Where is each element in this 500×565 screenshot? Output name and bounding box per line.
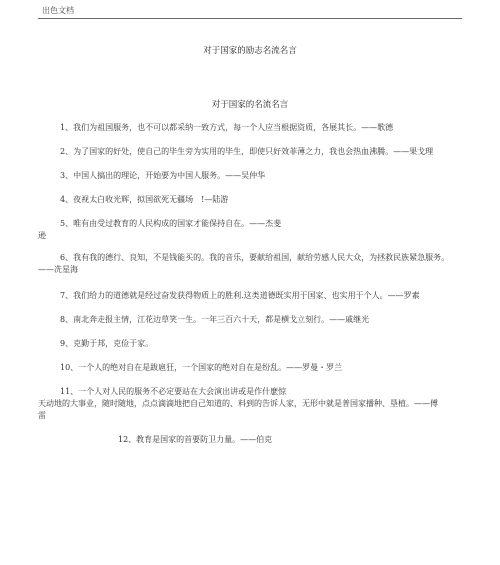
quote-text: 12、教育是国家的首要防卫力量。——伯克 (118, 435, 273, 444)
quote-text: 6、我有我的德行、良知，不是钱能买的。我的音乐，要献给祖国，献给劳感人民大众，为拯救民族紧急服务。 (60, 253, 450, 262)
quote-text: 3、中国人搞出的理论，开始要为中国人服务。——吴仲华 (60, 171, 266, 180)
quote-text-cont: 逊 (38, 231, 46, 240)
quote-7 (38, 290, 468, 302)
section-title: 对于国家的名流名言 (211, 100, 289, 110)
quote-8 (38, 314, 468, 326)
quote-3 (38, 170, 468, 182)
quote-11 (38, 386, 468, 422)
quote-text-cont: ——冼星海 (38, 265, 78, 274)
quote-text: 4、夜视太白收光辉，拟国欲死无疆场 !—陆游 (60, 195, 229, 204)
quote-text-cont: 天动地的大事业，随时随地，点点滴滴地把自己知道的、料到的告诉人家，无形中就是普国家播种、垦植。——傅 (38, 399, 438, 408)
quote-text: 5、唯有由受过教育的人民构成的国家才能保持自在。——杰斐 (60, 219, 282, 228)
quote-2 (38, 146, 468, 158)
quote-1 (38, 122, 468, 134)
document-title: 对于国家的励志名流名言 (203, 46, 297, 56)
quote-text: 10、一个人的绝对自在是跋扈狂，一个国家的绝对自在是纷乱。——罗曼・罗兰 (60, 363, 343, 372)
quote-text: 8、南北奔走报主情，江花边草笑一生。一年三百六十天，都是横戈立刻行。——戚继光 (60, 315, 370, 324)
page-header (38, 4, 462, 19)
quote-12 (118, 434, 272, 445)
quote-4 (38, 194, 468, 206)
quote-text: 9、克勤于邦，克俭于家。 (60, 339, 154, 348)
quote-text-cont: 雷 (38, 411, 46, 420)
quote-6 (38, 252, 468, 276)
quote-9 (38, 338, 468, 350)
quote-text: 1、我们为祖国服务，也不可以都采纳一致方式，每一个人应当根据资质，各展其长。——歌德 (60, 123, 394, 132)
quote-10 (38, 362, 468, 374)
quote-5 (38, 218, 468, 242)
header-doc-label: 出色文档 (42, 6, 74, 15)
quote-text: 7、我们给力的道德就是经过奋发获得物质上的胜利.这类道德既实用于国家、也实用于个人。——罗素 (60, 291, 420, 300)
quote-text: 11、一个人对人民的服务不必定要站在大会演出讲或是作什麽惊 (60, 387, 287, 396)
quote-text: 2、为了国家的好处，使自己的毕生旁为实用的毕生，即使只好效菲薄之力，我也会热血沸腾。——果戈理 (60, 147, 434, 156)
